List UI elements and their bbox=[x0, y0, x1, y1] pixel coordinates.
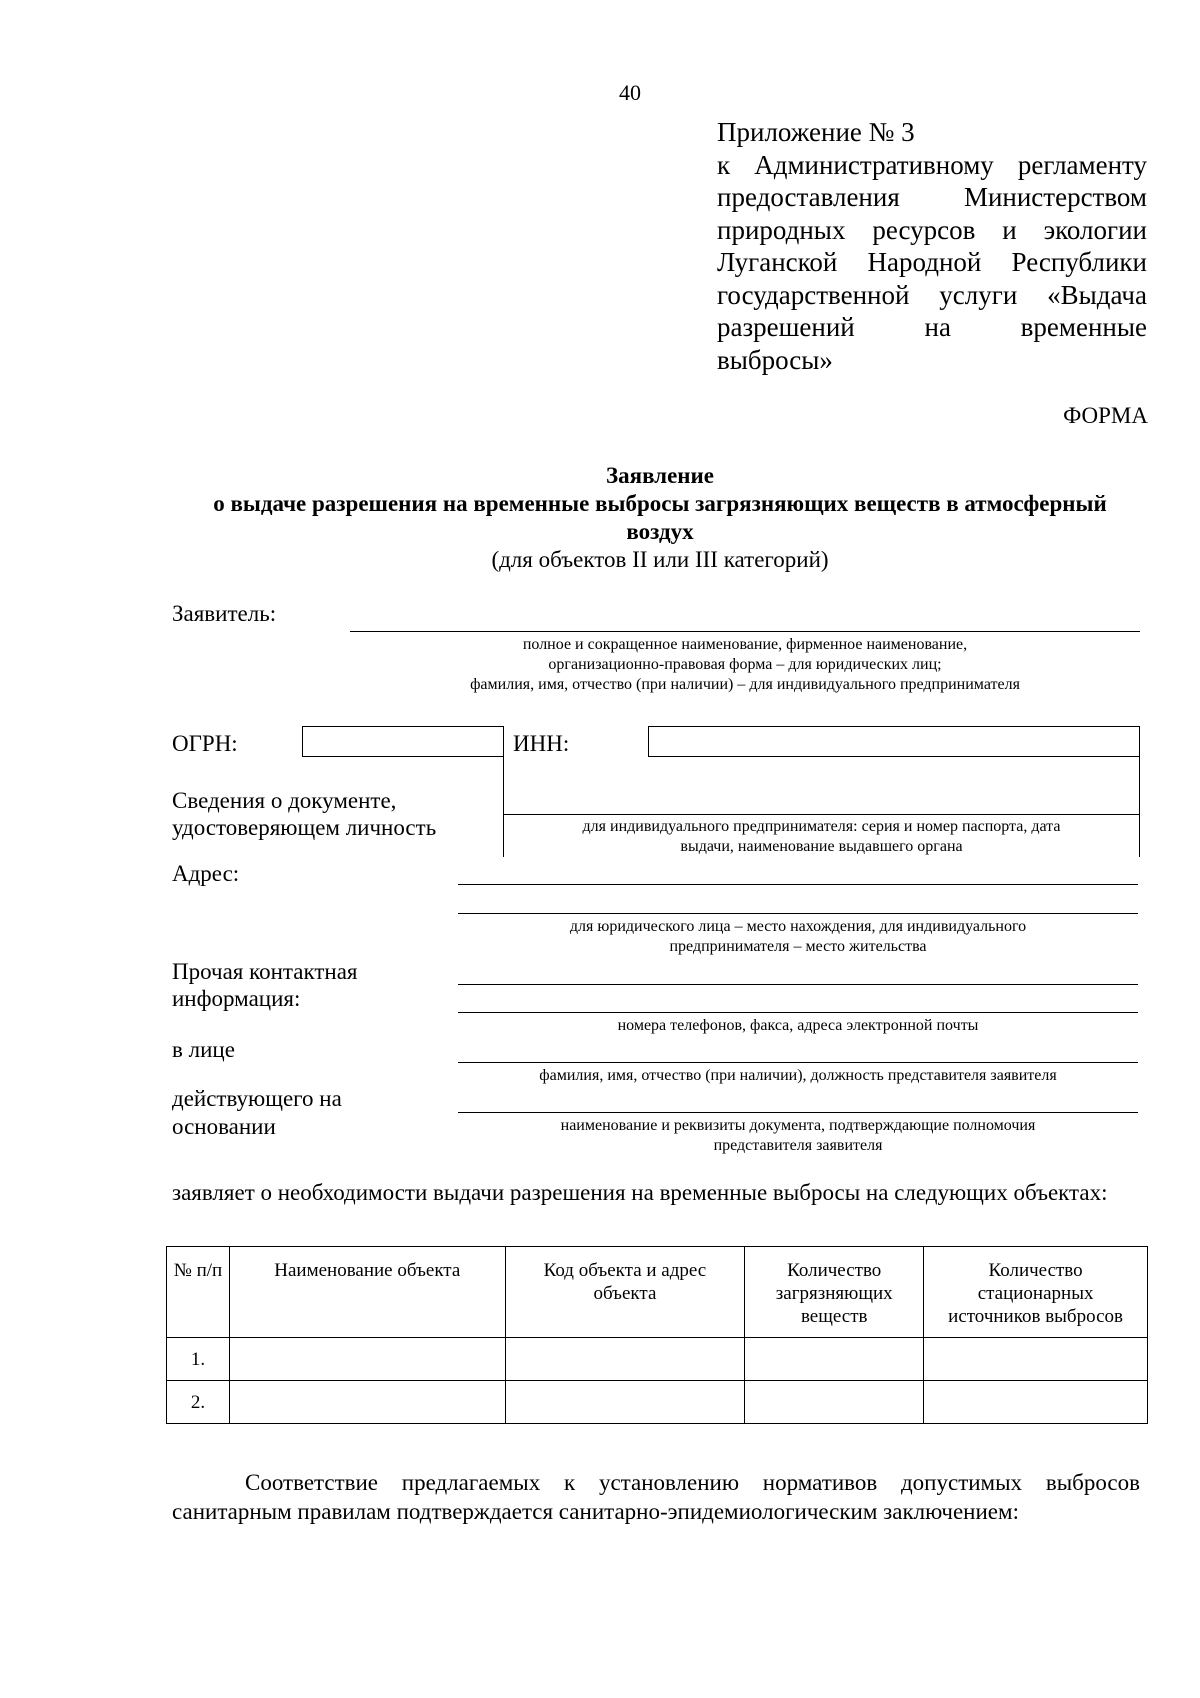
represented-label: в лице bbox=[172, 1037, 235, 1062]
contact-hint: номера телефонов, факса, адреса электронной почты bbox=[617, 1017, 979, 1034]
cell-object-name[interactable] bbox=[229, 1381, 505, 1424]
contact-field[interactable] bbox=[458, 984, 1138, 985]
table-row bbox=[167, 1381, 1148, 1424]
objects-table bbox=[166, 1246, 1148, 1424]
header-number: № п/п bbox=[167, 1247, 230, 1338]
table-header-row bbox=[167, 1247, 1148, 1338]
address-hint: для юридического лица – место нахождения, для индивидуального bbox=[569, 918, 1027, 935]
applicant-hint: фамилия, имя, отчество (при наличии) – для индивидуального предпринимателя bbox=[470, 676, 1020, 693]
form-label: ФОРМА bbox=[1063, 403, 1148, 428]
cell-object-code[interactable] bbox=[505, 1338, 745, 1381]
row-number: 1. bbox=[167, 1338, 230, 1381]
cell-object-name[interactable] bbox=[229, 1338, 505, 1381]
contact-label: Прочая контактная bbox=[172, 959, 358, 984]
basis-hint: наименование и реквизиты документа, подтверждающие полномочия bbox=[560, 1117, 1036, 1134]
cell-pollutants-count[interactable] bbox=[745, 1381, 924, 1424]
identity-hint: для индивидуального предпринимателя: серия и номер паспорта, дата bbox=[582, 818, 1061, 835]
identity-hint: выдачи, наименование выдавшего органа bbox=[680, 838, 963, 855]
applicant-hint: организационно-правовая форма – для юридических лиц; bbox=[548, 656, 942, 673]
cell-object-code[interactable] bbox=[505, 1381, 745, 1424]
address-field[interactable] bbox=[458, 884, 1138, 885]
address-field[interactable] bbox=[458, 913, 1138, 914]
ogrn-label: ОГРН: bbox=[172, 731, 238, 756]
appendix-line: Луганской Народной Республики bbox=[717, 247, 1147, 277]
document-title-line2: о выдаче разрешения на временные выбросы загрязняющих веществ в атмосферный bbox=[213, 491, 1107, 516]
basis-hint: представителя заявителя bbox=[713, 1137, 883, 1154]
identity-field[interactable] bbox=[503, 814, 1140, 815]
document-subtitle: (для объектов II или III категорий) bbox=[491, 547, 829, 572]
inn-input[interactable] bbox=[648, 726, 1140, 757]
applicant-hint: полное и сокращенное наименование, фирменное наименование, bbox=[522, 636, 968, 653]
table-row bbox=[167, 1338, 1148, 1381]
appendix-line: государственной услуги «Выдача bbox=[717, 279, 1147, 310]
header-sources-count: Количество стационарных источников выбросов bbox=[924, 1247, 1148, 1338]
appendix-line: Приложение № 3 bbox=[717, 117, 915, 147]
address-label: Адрес: bbox=[172, 861, 240, 886]
address-hint: предпринимателя – место жительства bbox=[669, 938, 927, 955]
appendix-line: природных ресурсов и экологии bbox=[717, 214, 1147, 245]
identity-label: Сведения о документе, bbox=[172, 788, 397, 813]
declaration-text: заявляет о необходимости выдачи разрешения на временные выбросы на следующих объектах: bbox=[172, 1180, 1108, 1205]
cell-sources-count[interactable] bbox=[924, 1338, 1148, 1381]
appendix-line: к Административному регламенту bbox=[717, 149, 1147, 180]
represented-hint: фамилия, имя, отчество (при наличии), должность представителя заявителя bbox=[539, 1067, 1057, 1084]
appendix-line: предоставления Министерством bbox=[717, 182, 1147, 212]
appendix-line: выбросы» bbox=[717, 344, 833, 375]
represented-field[interactable] bbox=[458, 1062, 1138, 1063]
applicant-field[interactable] bbox=[350, 631, 1140, 632]
contact-label: информация: bbox=[172, 986, 301, 1011]
document-title: Заявление bbox=[605, 463, 715, 488]
conformity-text: Соответствие предлагаемых к установлению нормативов допустимых выбросов санитарным правилам подтверждается санитарно-эпидемиологическим заключением: bbox=[172, 1470, 1140, 1524]
header-pollutants-count: Количество загрязняющих веществ bbox=[745, 1247, 924, 1338]
header-object-code: Код объекта и адрес объекта bbox=[505, 1247, 745, 1338]
appendix-header bbox=[717, 116, 1147, 376]
inn-label: ИНН: bbox=[513, 731, 570, 756]
page-number: 40 bbox=[619, 80, 641, 105]
cell-sources-count[interactable] bbox=[924, 1381, 1148, 1424]
applicant-label: Заявитель: bbox=[172, 601, 277, 626]
cell-pollutants-count[interactable] bbox=[745, 1338, 924, 1381]
basis-label: основании bbox=[172, 1114, 276, 1139]
row-number: 2. bbox=[167, 1381, 230, 1424]
identity-label: удостоверяющем личность bbox=[172, 815, 437, 840]
document-title-line3: воздух bbox=[626, 519, 694, 544]
appendix-line: разрешений на временные bbox=[717, 312, 1147, 342]
contact-field[interactable] bbox=[458, 1012, 1138, 1013]
header-object-name: Наименование объекта bbox=[229, 1247, 505, 1338]
ogrn-input[interactable] bbox=[302, 726, 504, 757]
basis-field[interactable] bbox=[458, 1112, 1138, 1113]
basis-label: действующего на bbox=[172, 1086, 342, 1111]
